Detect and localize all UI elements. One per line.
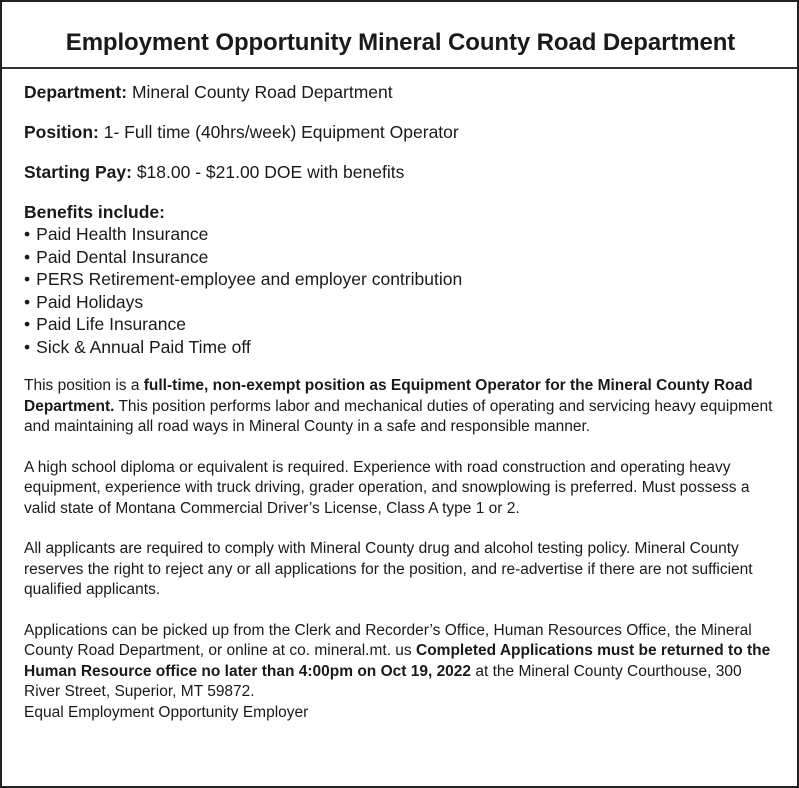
ad-title: Employment Opportunity Mineral County Road Department xyxy=(65,29,736,56)
department-line xyxy=(24,81,777,103)
benefit-item: • Paid Dental Insurance xyxy=(24,246,209,267)
bullet-icon: • xyxy=(24,336,31,357)
bullet-icon: • xyxy=(24,246,31,267)
department-value: Mineral County Road Department xyxy=(127,82,393,102)
starting-pay-line xyxy=(24,161,777,183)
position-line xyxy=(24,121,777,143)
benefit-item: • Paid Life Insurance xyxy=(24,314,186,334)
requirements-paragraph: A high school diploma or equivalent is required. Experience with road construction and operating heavy equipment, experience with truck driving, grader operation, and snowplowing is preferred. Must possess a valid state of Montana Commercial Driver’s License, Class A type 1 or 2. xyxy=(24,458,750,517)
application-instructions: Applications can be picked up from the Clerk and Recorder’s Office, Human Resources Office, the Mineral County Road Department, or online at co. mineral.mt. us Completed Applications must be returned to the Human Resource office no later than 4:00pm on Oct 19, 2022 at the Mineral County Courthouse, 300 River Street, Superior, MT 59872. Equal Employment Opportunity Employer xyxy=(24,621,771,721)
starting-pay-value: $18.00 - $21.00 DOE with benefits xyxy=(131,162,405,182)
department-label: Department: xyxy=(24,82,128,102)
title-divider xyxy=(2,67,797,69)
benefit-item: • Paid Health Insurance xyxy=(24,224,209,244)
benefits-list xyxy=(24,223,777,358)
benefit-item: • PERS Retirement-employee and employer contribution xyxy=(24,269,463,289)
benefit-item: • Paid Holidays xyxy=(24,291,144,312)
bullet-icon: • xyxy=(24,224,31,244)
bullet-icon: • xyxy=(24,291,31,312)
eeo-statement: Equal Employment Opportunity Employer xyxy=(24,703,309,721)
benefit-item: • Sick & Annual Paid Time off xyxy=(24,336,251,357)
benefits-heading: Benefits include: xyxy=(24,202,165,222)
bullet-icon: • xyxy=(24,314,31,334)
position-label: Position: xyxy=(24,122,99,142)
starting-pay-label: Starting Pay: xyxy=(24,162,132,182)
position-value: 1- Full time (40hrs/week) Equipment Operator xyxy=(98,122,459,142)
bullet-icon: • xyxy=(24,269,31,289)
position-description: This position is a full-time, non-exempt position as Equipment Operator for the Mineral County Road Department. This position performs labor and mechanical duties of operating and servicing heavy equipment and maintaining all road ways in Mineral County in a safe and responsible manner. xyxy=(24,377,773,435)
policy-paragraph: All applicants are required to comply with Mineral County drug and alcohol testing policy. Mineral County reserves the right to reject any or all applications for the position, and re-advertise if there are not sufficient qualified applicants. xyxy=(24,540,753,598)
